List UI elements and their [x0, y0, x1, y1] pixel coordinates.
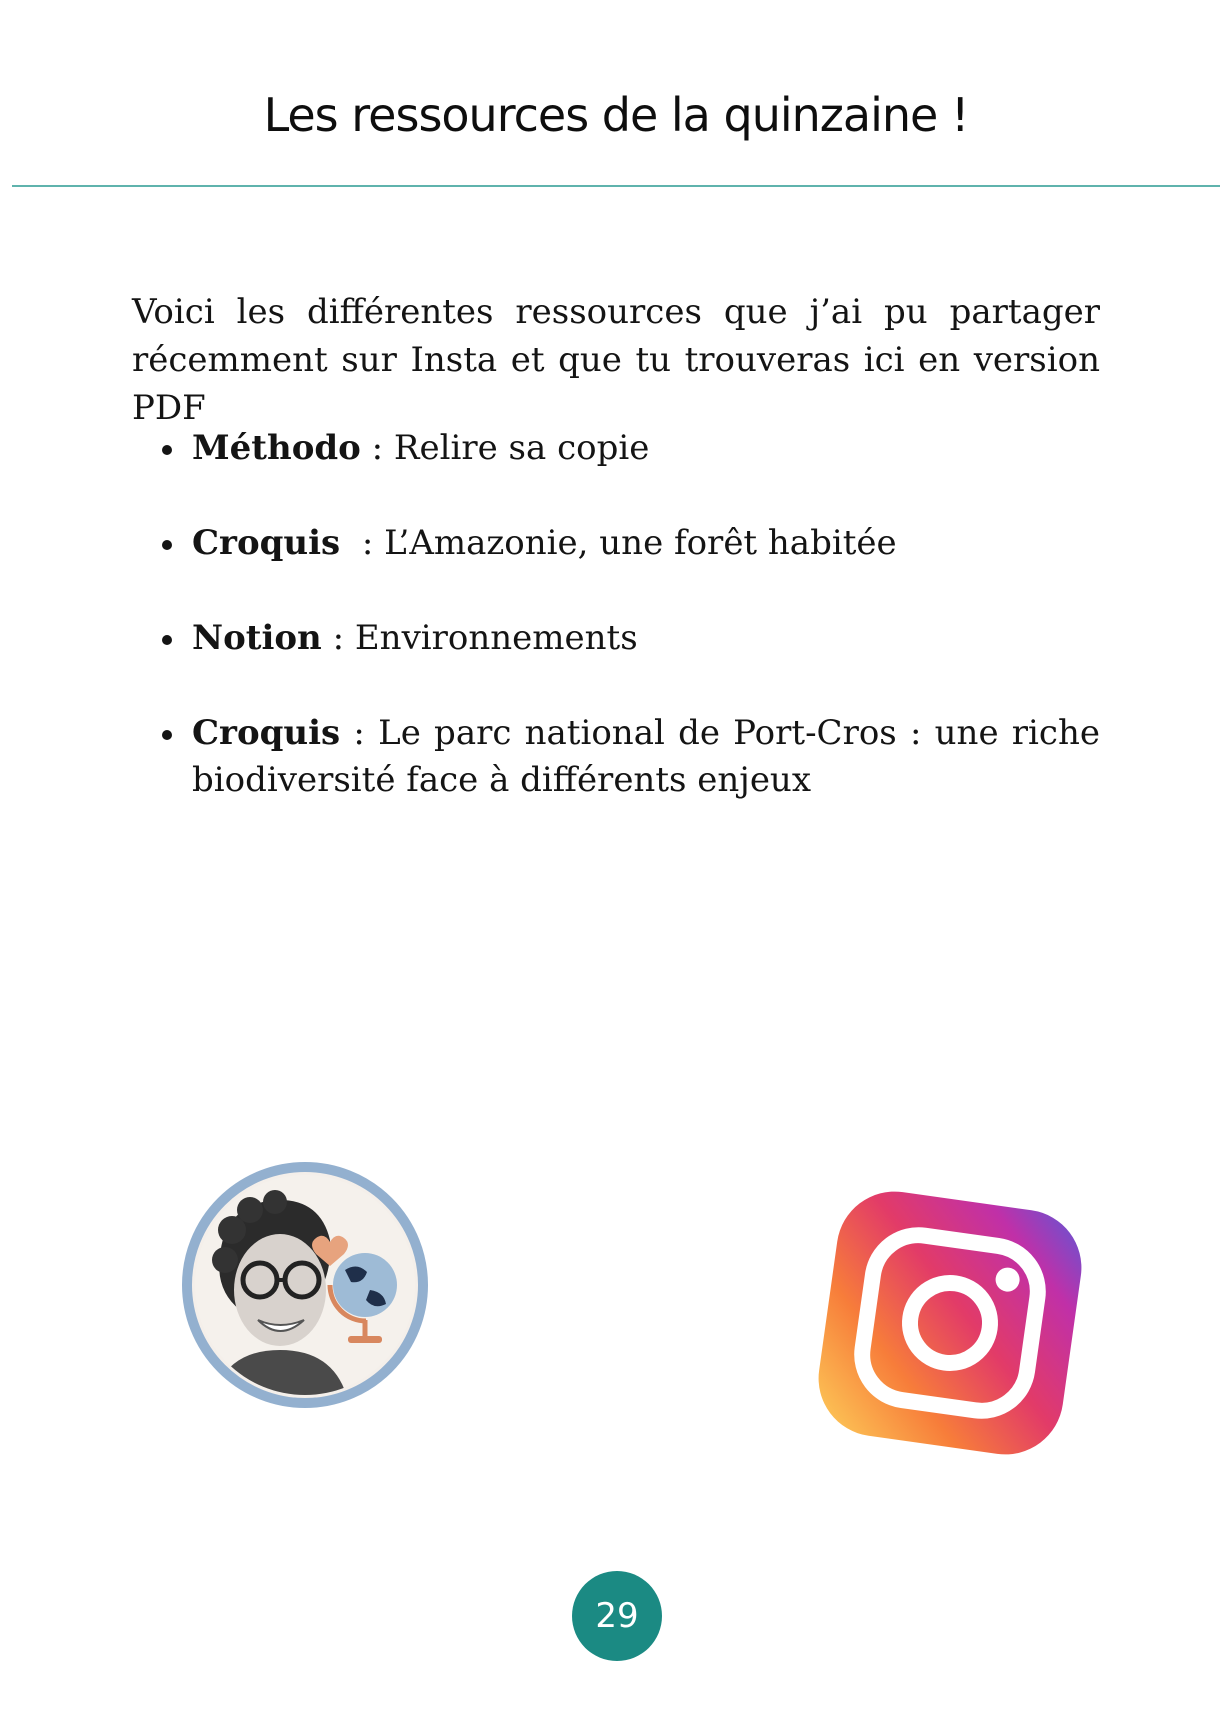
resource-kind: Méthodo [192, 428, 361, 468]
intro-paragraph: Voici les différentes ressources que j’ai pu partager récemment sur Insta et que tu trouveras ici en version PDF [132, 292, 1100, 428]
resource-separator: : [321, 618, 355, 658]
resource-description: Environnements [354, 618, 638, 658]
resource-description: L’Amazonie, une forêt habitée [384, 523, 897, 563]
resource-item [132, 520, 1100, 567]
resource-item [132, 710, 1100, 804]
resource-description: Le parc national de Port-Cros : une riche biodiversité face à différents enjeux [192, 713, 1100, 800]
bullet-icon [162, 540, 172, 550]
page-number-badge: 29 [572, 1571, 662, 1661]
resource-kind: Croquis [192, 713, 341, 753]
resource-separator: : [340, 523, 385, 563]
resource-separator: : [360, 428, 394, 468]
page-title: Les ressources de la quinzaine ! [263, 88, 969, 142]
resource-item [132, 615, 1100, 662]
resource-separator: : [340, 713, 379, 753]
resource-description: Relire sa copie [393, 428, 650, 468]
title-divider [12, 185, 1220, 187]
bullet-icon [162, 730, 172, 740]
resource-kind: Notion [192, 618, 322, 658]
resource-list [132, 425, 1100, 852]
profile-avatar-icon[interactable] [180, 1160, 430, 1410]
resource-kind: Croquis [192, 523, 341, 563]
instagram-icon[interactable] [815, 1188, 1085, 1458]
bullet-icon [162, 635, 172, 645]
bullet-icon [162, 445, 172, 455]
resource-item [132, 425, 1100, 472]
